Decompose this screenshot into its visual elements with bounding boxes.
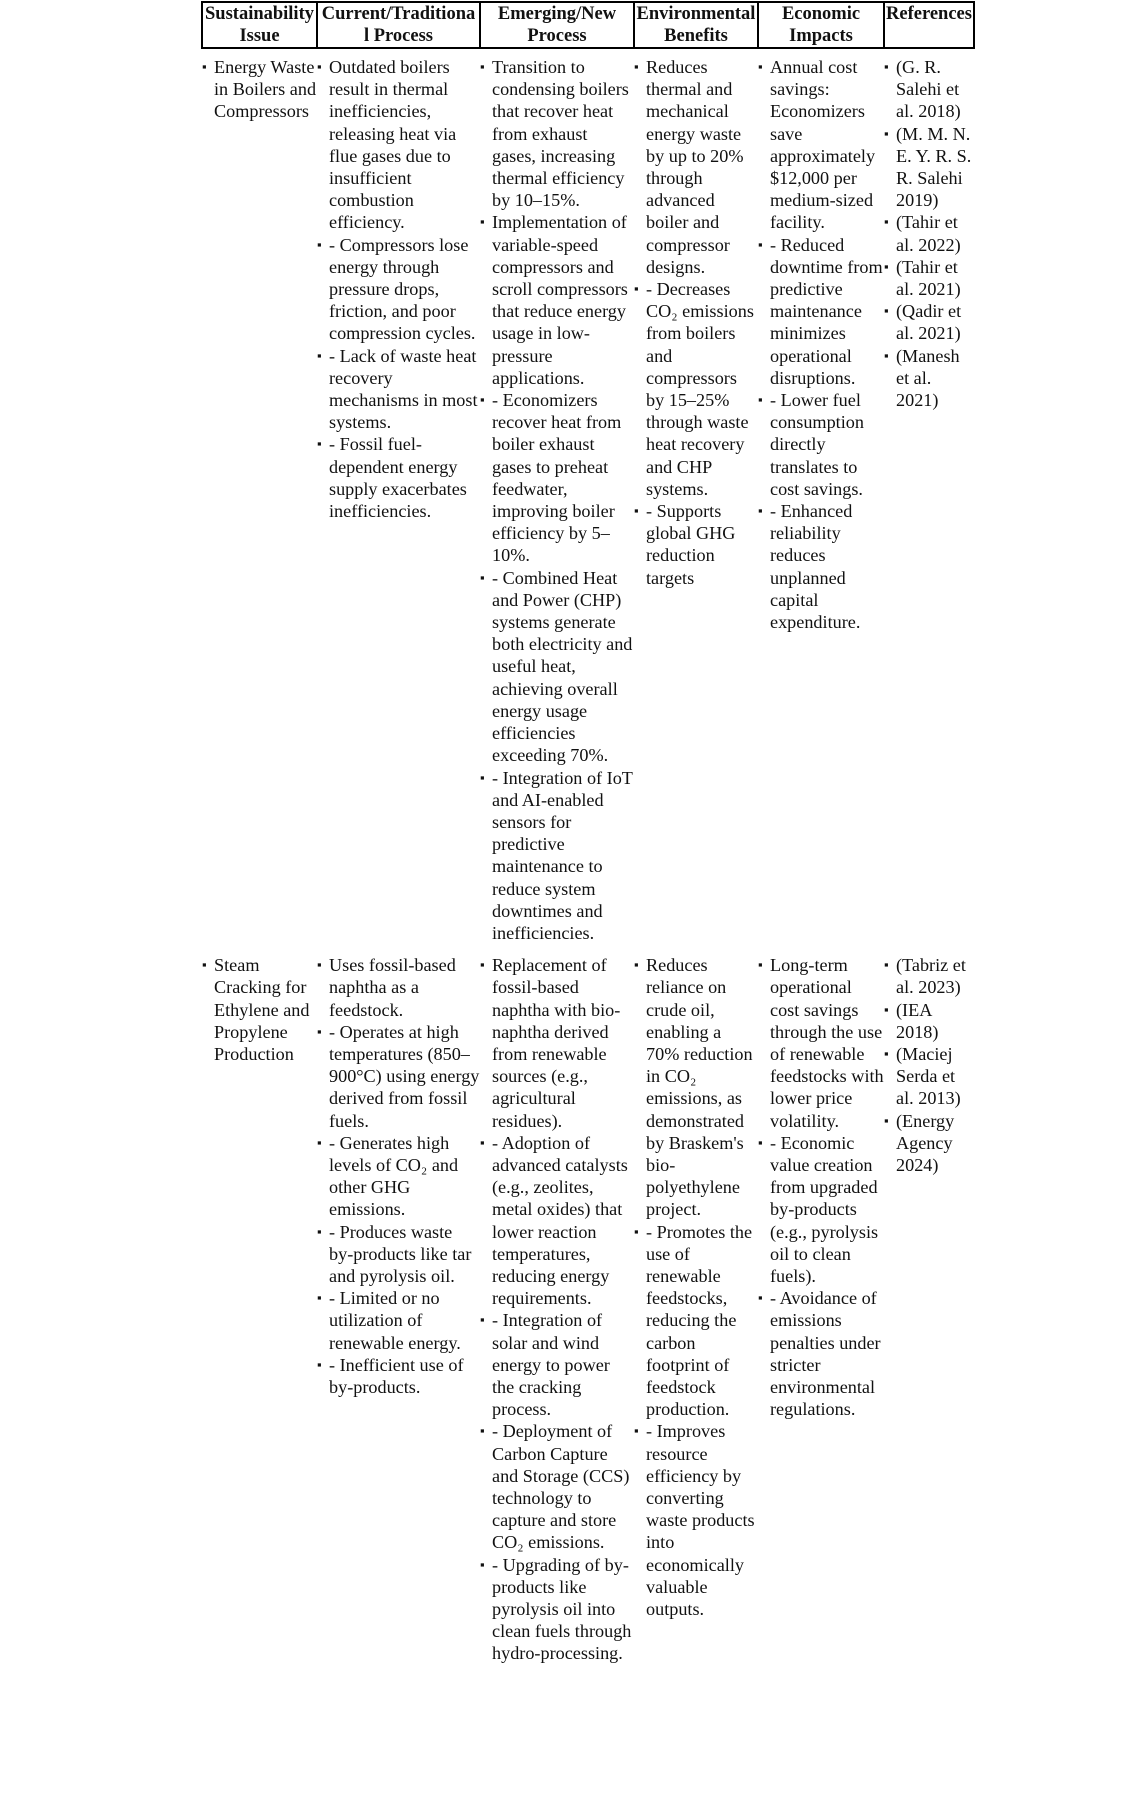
bullet-list bbox=[884, 954, 974, 1176]
cell-references bbox=[884, 48, 974, 944]
list-item: ▪ - Lower fuel consumption directly translates to cost savings. bbox=[758, 389, 884, 500]
bullet-list bbox=[634, 56, 758, 589]
bullet-list bbox=[758, 954, 884, 1420]
bullet-list bbox=[884, 56, 974, 411]
header-row bbox=[202, 2, 974, 48]
list-item: ▪ Transition to condensing boilers that recover heat from exhaust gases, increasing thermal efficiency by 10–15%. bbox=[480, 56, 634, 211]
list-item: ▪ - Deployment of Carbon Capture and Storage (CCS) technology to capture and store CO₂ emissions. bbox=[480, 1420, 634, 1553]
table-row bbox=[202, 48, 974, 944]
cell-economic-impacts bbox=[758, 48, 884, 944]
bullet-list bbox=[758, 56, 884, 633]
list-item: ▪ - Upgrading of by-products like pyrolysis oil into clean fuels through hydro-processing. bbox=[480, 1554, 634, 1665]
list-item: ▪ Steam Cracking for Ethylene and Propylene Production bbox=[202, 954, 317, 1065]
list-item: ▪ (Qadir et al. 2021) bbox=[884, 300, 974, 344]
list-item: ▪ - Avoidance of emissions penalties under stricter environmental regulations. bbox=[758, 1287, 884, 1420]
bullet-list bbox=[317, 56, 480, 522]
list-item: ▪ (IEA 2018) bbox=[884, 999, 974, 1043]
list-item: ▪ - Improves resource efficiency by converting waste products into economically valuable outputs. bbox=[634, 1420, 758, 1620]
list-item: ▪ (Tahir et al. 2021) bbox=[884, 256, 974, 300]
list-item: ▪ Outdated boilers result in thermal inefficiencies, releasing heat via flue gases due to insufficient combustion efficiency. bbox=[317, 56, 480, 234]
bullet-list bbox=[480, 954, 634, 1665]
table-row bbox=[202, 944, 974, 1665]
cell-environmental-benefits bbox=[634, 48, 758, 944]
list-item: ▪ - Integration of IoT and AI-enabled sensors for predictive maintenance to reduce system downtimes and inefficiencies. bbox=[480, 767, 634, 945]
bullet-list bbox=[317, 954, 480, 1398]
list-item: ▪ Uses fossil-based naphtha as a feedstock. bbox=[317, 954, 480, 1021]
list-item: ▪ Long-term operational cost savings through the use of renewable feedstocks with lower price volatility. bbox=[758, 954, 884, 1132]
bullet-list bbox=[202, 954, 317, 1065]
list-item: ▪ - Combined Heat and Power (CHP) systems generate both electricity and useful heat, achieving overall energy usage efficiencies exceeding 70%. bbox=[480, 567, 634, 767]
list-item: ▪ (G. R. Salehi et al. 2018) bbox=[884, 56, 974, 123]
cell-current-process bbox=[317, 48, 480, 944]
list-item: ▪ - Inefficient use of by-products. bbox=[317, 1354, 480, 1398]
header-environmental-benefits: Environmental Benefits bbox=[634, 2, 758, 48]
list-item: ▪ - Limited or no utilization of renewable energy. bbox=[317, 1287, 480, 1354]
list-item: ▪ - Compressors lose energy through pressure drops, friction, and poor compression cycles. bbox=[317, 234, 480, 345]
list-item: ▪ (Energy Agency 2024) bbox=[884, 1110, 974, 1177]
bullet-list bbox=[202, 56, 317, 123]
sustainability-comparison-table bbox=[201, 1, 975, 1665]
header-current-process: Current/Traditiona l Process bbox=[317, 2, 480, 48]
list-item: ▪ - Promotes the use of renewable feedstocks, reducing the carbon footprint of feedstock production. bbox=[634, 1221, 758, 1421]
list-item: ▪ Reduces thermal and mechanical energy waste by up to 20% through advanced boiler and compressor designs. bbox=[634, 56, 758, 278]
sustainability-table-container bbox=[201, 1, 975, 1665]
list-item: ▪ Energy Waste in Boilers and Compressors bbox=[202, 56, 317, 123]
list-item: ▪ (Tahir et al. 2022) bbox=[884, 211, 974, 255]
cell-issue bbox=[202, 48, 317, 944]
bullet-list bbox=[480, 56, 634, 944]
list-item: ▪ - Supports global GHG reduction targets bbox=[634, 500, 758, 589]
list-item: ▪ (Maciej Serda et al. 2013) bbox=[884, 1043, 974, 1110]
cell-issue bbox=[202, 944, 317, 1665]
list-item: ▪ - Economic value creation from upgraded by-products (e.g., pyrolysis oil to clean fuels). bbox=[758, 1132, 884, 1287]
list-item: ▪ - Reduced downtime from predictive maintenance minimizes operational disruptions. bbox=[758, 234, 884, 389]
list-item: ▪ Replacement of fossil-based naphtha with bio-naphtha derived from renewable sources (e.g., agricultural residues). bbox=[480, 954, 634, 1132]
list-item: ▪ - Adoption of advanced catalysts (e.g., zeolites, metal oxides) that lower reaction temperatures, reducing energy requirements. bbox=[480, 1132, 634, 1310]
list-item: ▪ - Lack of waste heat recovery mechanisms in most systems. bbox=[317, 345, 480, 434]
cell-current-process bbox=[317, 944, 480, 1665]
list-item: ▪ - Produces waste by-products like tar and pyrolysis oil. bbox=[317, 1221, 480, 1288]
cell-emerging-process bbox=[480, 48, 634, 944]
list-item: ▪ - Integration of solar and wind energy to power the cracking process. bbox=[480, 1309, 634, 1420]
header-economic-impacts: Economic Impacts bbox=[758, 2, 884, 48]
cell-environmental-benefits bbox=[634, 944, 758, 1665]
cell-economic-impacts bbox=[758, 944, 884, 1665]
list-item: ▪ (Tabriz et al. 2023) bbox=[884, 954, 974, 998]
cell-references bbox=[884, 944, 974, 1665]
header-references: References bbox=[884, 2, 974, 48]
list-item: ▪ - Operates at high temperatures (850–900°C) using energy derived from fossil fuels. bbox=[317, 1021, 480, 1132]
list-item: ▪ - Generates high levels of CO₂ and other GHG emissions. bbox=[317, 1132, 480, 1221]
list-item: ▪ (M. M. N. E. Y. R. S. R. Salehi 2019) bbox=[884, 123, 974, 212]
list-item: ▪ - Decreases CO₂ emissions from boilers and compressors by 15–25% through waste heat recovery and CHP systems. bbox=[634, 278, 758, 500]
list-item: ▪ Annual cost savings: Economizers save approximately $12,000 per medium-sized facility. bbox=[758, 56, 884, 234]
list-item: ▪ - Enhanced reliability reduces unplanned capital expenditure. bbox=[758, 500, 884, 633]
header-emerging-process: Emerging/New Process bbox=[480, 2, 634, 48]
bullet-list bbox=[634, 954, 758, 1620]
list-item: ▪ - Economizers recover heat from boiler exhaust gases to preheat feedwater, improving boiler efficiency by 5–10%. bbox=[480, 389, 634, 567]
list-item: ▪ (Manesh et al. 2021) bbox=[884, 345, 974, 412]
list-item: ▪ - Fossil fuel-dependent energy supply exacerbates inefficiencies. bbox=[317, 433, 480, 522]
header-sustainability-issue: Sustainability Issue bbox=[202, 2, 317, 48]
list-item: ▪ Reduces reliance on crude oil, enabling a 70% reduction in CO₂ emissions, as demonstrated by Braskem's bio-polyethylene project. bbox=[634, 954, 758, 1220]
cell-emerging-process bbox=[480, 944, 634, 1665]
list-item: ▪ Implementation of variable-speed compressors and scroll compressors that reduce energy usage in low-pressure applications. bbox=[480, 211, 634, 389]
